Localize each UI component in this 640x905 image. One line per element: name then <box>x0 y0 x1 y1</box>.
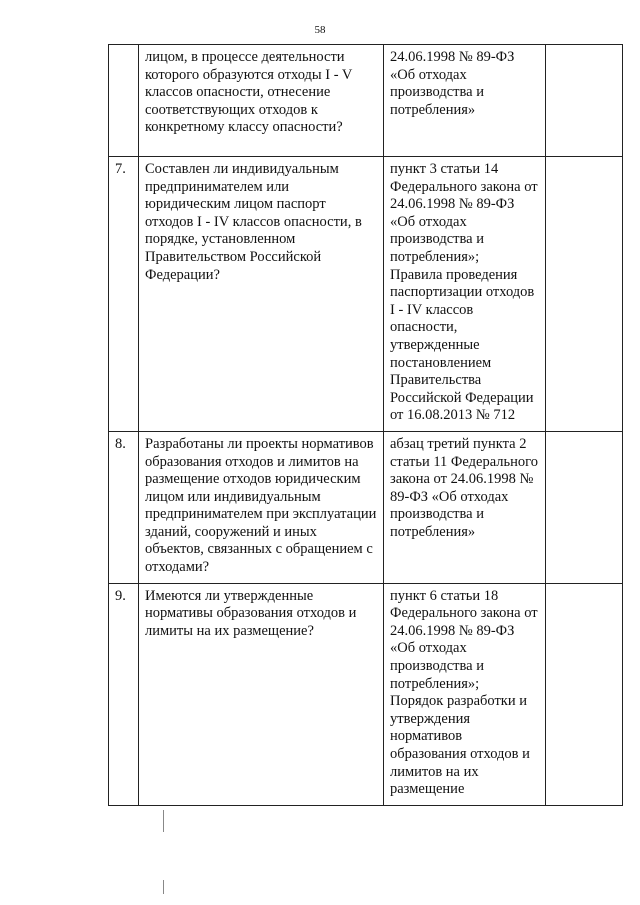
table-row <box>109 583 623 805</box>
legal-reference: абзац третий пункта 2 статьи 11 Федерального закона от 24.06.1998 № 89-ФЗ «Об отходах производства и потребления» <box>390 435 538 540</box>
legal-reference: Порядок разработки и утверждения нормативов образования отходов и лимитов на их размещение <box>390 693 530 798</box>
row-number: 9. <box>109 583 139 805</box>
answer-cell <box>546 157 623 432</box>
legal-reference: пункт 3 статьи 14 Федерального закона от 24.06.1998 № 89-ФЗ «Об отходах производства и потребления»; <box>390 161 538 265</box>
legal-reference-cell <box>384 157 546 432</box>
legal-reference-cell <box>384 431 546 583</box>
question-cell: Имеются ли утвержденные нормативы образования отходов и лимиты на их размещение? <box>139 583 384 805</box>
page-number: 58 <box>314 24 326 36</box>
legal-reference: пункт 6 статьи 18 Федерального закона от 24.06.1998 № 89-ФЗ «Об отходах производства и потребления»; <box>390 587 538 692</box>
question-cell: Составлен ли индивидуальным предпринимателем или юридическим лицом паспорт отходов I - IV классов опасности, в порядке, установленном Правительством Российской Федерации? <box>139 157 384 432</box>
table-row <box>109 45 623 157</box>
legal-reference: 24.06.1998 № 89-ФЗ «Об отходах производства и потребления» <box>390 49 515 118</box>
question-cell: лицом, в процессе деятельности которого образуются отходы I - V классов опасности, отнесение соответствующих отходов к конкретному классу опасности? <box>139 45 384 157</box>
scan-artifact-line <box>163 880 164 894</box>
row-number: 8. <box>109 431 139 583</box>
legal-reference: Правила проведения паспортизации отходов I - IV классов опасности, утвержденные постановлением Правительства Российской Федерации от 16.08.2013 № 712 <box>390 266 535 424</box>
answer-cell <box>546 45 623 157</box>
checklist-table <box>108 44 623 806</box>
scan-artifact-line <box>163 810 164 832</box>
table-row <box>109 431 623 583</box>
row-number <box>109 45 139 157</box>
question-cell: Разработаны ли проекты нормативов образования отходов и лимитов на размещение отходов юридическим лицом или индивидуальным предпринимателем при эксплуатации зданий, сооружений и иных объектов, связанных с обращением с отходами? <box>139 431 384 583</box>
answer-cell <box>546 583 623 805</box>
row-number: 7. <box>109 157 139 432</box>
table-row <box>109 157 623 432</box>
legal-reference-cell <box>384 45 546 157</box>
legal-reference-cell <box>384 583 546 805</box>
answer-cell <box>546 431 623 583</box>
